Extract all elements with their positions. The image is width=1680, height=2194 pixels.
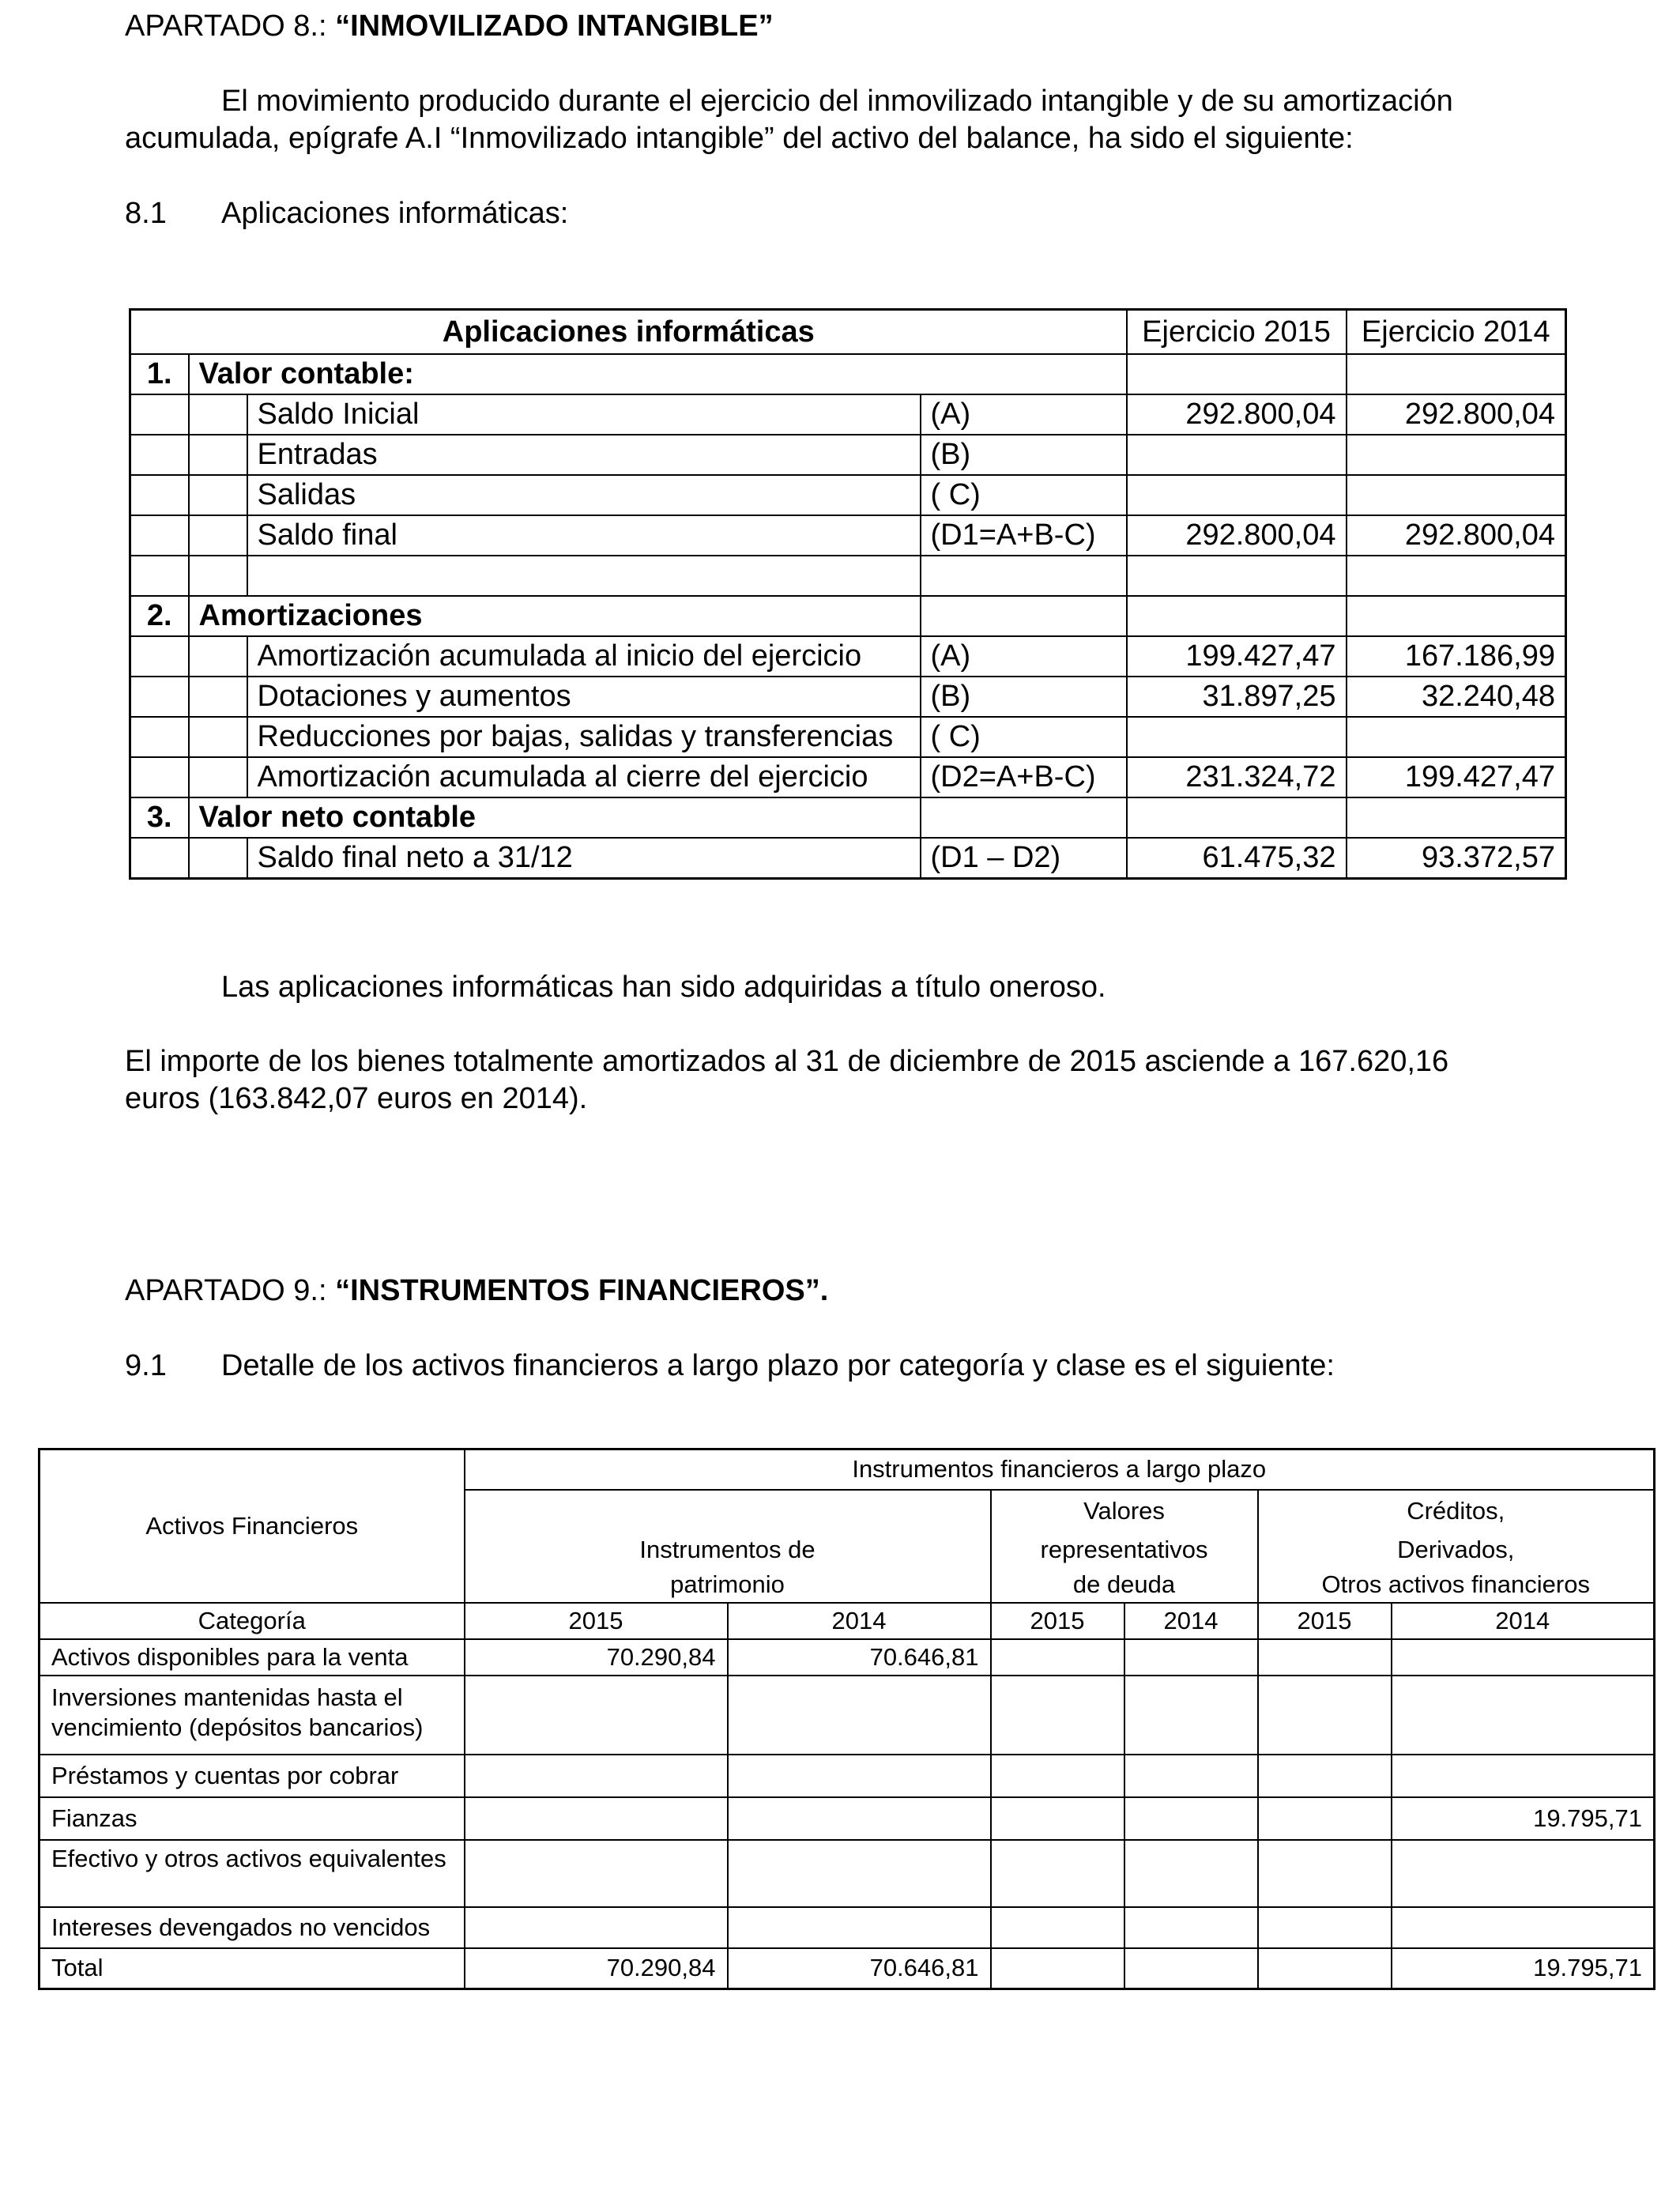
row-label: Amortizaciones bbox=[189, 596, 921, 636]
value-2015: 31.897,25 bbox=[1127, 677, 1347, 717]
value-2014 bbox=[1347, 435, 1566, 475]
cell-value bbox=[1124, 1676, 1258, 1755]
row-label: Saldo final neto a 31/12 bbox=[247, 838, 921, 879]
row-number bbox=[130, 717, 189, 757]
financial-assets-table bbox=[38, 1448, 1656, 1990]
category-label: Total bbox=[40, 1948, 465, 1989]
category-label: Préstamos y cuentas por cobrar bbox=[40, 1755, 465, 1797]
row-code: (B) bbox=[921, 435, 1127, 475]
row-label: Valor neto contable bbox=[189, 797, 921, 838]
indent-cell bbox=[189, 515, 247, 556]
row-label: Amortización acumulada al cierre del ejercicio bbox=[247, 757, 921, 797]
cell-value: 70.290,84 bbox=[465, 1639, 728, 1676]
subsection-8-1-title: Aplicaciones informáticas: bbox=[221, 197, 569, 230]
row-label: Salidas bbox=[247, 475, 921, 515]
table-row bbox=[130, 515, 1566, 556]
cell-value bbox=[1258, 1676, 1392, 1755]
row-number bbox=[130, 636, 189, 677]
value-2014 bbox=[1347, 556, 1566, 596]
cell-value bbox=[1124, 1948, 1258, 1989]
row-number bbox=[130, 677, 189, 717]
note-amortized-line-2: euros (163.842,07 euros en 2014). bbox=[125, 1082, 588, 1115]
row-number: 1. bbox=[130, 354, 189, 394]
value-2015: 292.800,04 bbox=[1127, 394, 1347, 435]
table-row-empty bbox=[130, 556, 1566, 596]
cell-value bbox=[1392, 1676, 1655, 1755]
year-header: 2014 bbox=[728, 1603, 991, 1639]
note-onerous-acquisition: Las aplicaciones informáticas han sido adquiridas a título oneroso. bbox=[221, 971, 1106, 1004]
table-row bbox=[130, 475, 1566, 515]
cell-value bbox=[991, 1797, 1124, 1840]
value-2015 bbox=[1127, 596, 1347, 636]
year-header: 2014 bbox=[1124, 1603, 1258, 1639]
row-number bbox=[130, 556, 189, 596]
cell-value bbox=[728, 1797, 991, 1840]
category-label: Intereses devengados no vencidos bbox=[40, 1907, 465, 1948]
year-header: 2014 bbox=[1392, 1603, 1655, 1639]
categoria-header: Categoría bbox=[40, 1603, 465, 1639]
section-9-title: “INSTRUMENTOS FINANCIEROS”. bbox=[335, 1274, 829, 1307]
row-label bbox=[247, 556, 921, 596]
indent-cell bbox=[189, 394, 247, 435]
row-number bbox=[130, 394, 189, 435]
category-label: Inversiones mantenidas hasta el vencimiento (depósitos bancarios) bbox=[40, 1676, 465, 1755]
cell-value bbox=[1124, 1797, 1258, 1840]
value-2014: 199.427,47 bbox=[1347, 757, 1566, 797]
cell-value bbox=[1124, 1840, 1258, 1907]
cell-value bbox=[991, 1840, 1124, 1907]
row-number bbox=[130, 515, 189, 556]
cell-value bbox=[1258, 1639, 1392, 1676]
table-row bbox=[130, 354, 1566, 394]
row-code: (B) bbox=[921, 677, 1127, 717]
value-2015: 61.475,32 bbox=[1127, 838, 1347, 879]
row-code bbox=[921, 596, 1127, 636]
table-row bbox=[130, 435, 1566, 475]
col-creditos-line-1: Créditos, bbox=[1258, 1490, 1655, 1532]
indent-cell bbox=[189, 677, 247, 717]
value-2015: 199.427,47 bbox=[1127, 636, 1347, 677]
row-code: (A) bbox=[921, 394, 1127, 435]
cell-value bbox=[991, 1639, 1124, 1676]
category-label: Fianzas bbox=[40, 1797, 465, 1840]
row-number bbox=[130, 757, 189, 797]
value-2014: 167.186,99 bbox=[1347, 636, 1566, 677]
table-header-row bbox=[130, 310, 1566, 355]
subsection-8-1-number: 8.1 bbox=[125, 197, 167, 230]
value-2014 bbox=[1347, 354, 1566, 394]
value-2014: 93.372,57 bbox=[1347, 838, 1566, 879]
col-valores-line-3: de deuda bbox=[1072, 1570, 1176, 1598]
table-row bbox=[130, 394, 1566, 435]
cell-value bbox=[1258, 1797, 1392, 1840]
cell-value bbox=[1258, 1840, 1392, 1907]
row-label: Entradas bbox=[247, 435, 921, 475]
indent-cell bbox=[189, 636, 247, 677]
table-row bbox=[130, 677, 1566, 717]
value-2015: 231.324,72 bbox=[1127, 757, 1347, 797]
section-9-prefix: APARTADO 9.: bbox=[125, 1274, 336, 1307]
cell-value bbox=[1124, 1639, 1258, 1676]
table-row bbox=[130, 838, 1566, 879]
col-patrimonio-header bbox=[465, 1532, 991, 1603]
row-number bbox=[130, 838, 189, 879]
category-label: Activos disponibles para la venta bbox=[40, 1639, 465, 1676]
value-2015 bbox=[1127, 354, 1347, 394]
table-row bbox=[130, 757, 1566, 797]
cell-value bbox=[728, 1907, 991, 1948]
category-label: Efectivo y otros activos equivalentes bbox=[40, 1840, 465, 1907]
col-patrimonio-line-1: Instrumentos de bbox=[639, 1535, 816, 1563]
cell-value: 70.290,84 bbox=[465, 1948, 728, 1989]
cell-value bbox=[465, 1797, 728, 1840]
table-row bbox=[40, 1639, 1655, 1676]
cell-value bbox=[465, 1755, 728, 1797]
row-code: (D2=A+B-C) bbox=[921, 757, 1127, 797]
cell-value: 19.795,71 bbox=[1392, 1797, 1655, 1840]
cell-value: 70.646,81 bbox=[728, 1948, 991, 1989]
note-amortized-line-1: El importe de los bienes totalmente amortizados al 31 de diciembre de 2015 asciende a 167.620,16 bbox=[125, 1045, 1449, 1078]
cell-value bbox=[1258, 1755, 1392, 1797]
row-code: ( C) bbox=[921, 475, 1127, 515]
group-header: Instrumentos financieros a largo plazo bbox=[465, 1449, 1655, 1490]
row-number bbox=[130, 435, 189, 475]
cell-value bbox=[465, 1840, 728, 1907]
cell-value bbox=[1392, 1840, 1655, 1907]
value-2015 bbox=[1127, 475, 1347, 515]
table-row bbox=[40, 1797, 1655, 1840]
cell-value bbox=[728, 1676, 991, 1755]
row-code: (D1 – D2) bbox=[921, 838, 1127, 879]
indent-cell bbox=[189, 757, 247, 797]
value-2015 bbox=[1127, 435, 1347, 475]
col-creditos-line-3: Otros activos financieros bbox=[1321, 1570, 1590, 1598]
year-header: 2015 bbox=[991, 1603, 1124, 1639]
row-code bbox=[921, 797, 1127, 838]
year-header: 2015 bbox=[465, 1603, 728, 1639]
cell-value bbox=[991, 1948, 1124, 1989]
intro-line-1: El movimiento producido durante el ejercicio del inmovilizado intangible y de su amortización bbox=[221, 85, 1453, 118]
section-9-heading bbox=[125, 1272, 828, 1310]
cell-value: 70.646,81 bbox=[728, 1639, 991, 1676]
table-row bbox=[130, 797, 1566, 838]
cell-value bbox=[465, 1676, 728, 1755]
year-header: 2015 bbox=[1258, 1603, 1392, 1639]
col-valores-header bbox=[991, 1532, 1258, 1603]
row-label: Valor contable: bbox=[189, 354, 1127, 394]
section-8-title: “INMOVILIZADO INTANGIBLE” bbox=[335, 9, 774, 43]
table-row bbox=[130, 596, 1566, 636]
row-label: Reducciones por bajas, salidas y transferencias bbox=[247, 717, 921, 757]
value-2014: 292.800,04 bbox=[1347, 394, 1566, 435]
cell-value bbox=[991, 1755, 1124, 1797]
indent-cell bbox=[189, 435, 247, 475]
value-2015 bbox=[1127, 556, 1347, 596]
row-code: (A) bbox=[921, 636, 1127, 677]
row-number: 2. bbox=[130, 596, 189, 636]
value-2015: 292.800,04 bbox=[1127, 515, 1347, 556]
cell-value: 19.795,71 bbox=[1392, 1948, 1655, 1989]
value-2014: 292.800,04 bbox=[1347, 515, 1566, 556]
cell-value bbox=[728, 1840, 991, 1907]
table-row bbox=[130, 717, 1566, 757]
value-2015 bbox=[1127, 797, 1347, 838]
total-row bbox=[40, 1948, 1655, 1989]
col-patrimonio-line-2: patrimonio bbox=[670, 1570, 785, 1598]
cell-value bbox=[1258, 1907, 1392, 1948]
cell-value bbox=[1392, 1755, 1655, 1797]
subsection-9-1-title: Detalle de los activos financieros a largo plazo por categoría y clase es el siguiente: bbox=[221, 1349, 1335, 1382]
intro-line-2: acumulada, epígrafe A.I “Inmovilizado intangible” del activo del balance, ha sido el siguiente: bbox=[125, 122, 1354, 155]
cell-value bbox=[991, 1907, 1124, 1948]
col-valores-line-1: Valores bbox=[991, 1490, 1258, 1532]
col-creditos-line-2: Derivados, bbox=[1397, 1535, 1515, 1563]
row-label: Dotaciones y aumentos bbox=[247, 677, 921, 717]
col-patrimonio-top bbox=[465, 1490, 991, 1532]
header-ejercicio-2015: Ejercicio 2015 bbox=[1127, 310, 1347, 355]
intangible-assets-table bbox=[129, 308, 1567, 880]
row-label: Saldo Inicial bbox=[247, 394, 921, 435]
year-header-row bbox=[40, 1603, 1655, 1639]
cell-value bbox=[465, 1907, 728, 1948]
value-2014 bbox=[1347, 475, 1566, 515]
cell-value bbox=[1258, 1948, 1392, 1989]
cell-value bbox=[1124, 1755, 1258, 1797]
header-ejercicio-2014: Ejercicio 2014 bbox=[1347, 310, 1566, 355]
header-aplicaciones: Aplicaciones informáticas bbox=[130, 310, 1127, 355]
col-creditos-header bbox=[1258, 1532, 1655, 1603]
group-header-row bbox=[40, 1449, 1655, 1490]
cell-value bbox=[991, 1676, 1124, 1755]
indent-cell bbox=[189, 717, 247, 757]
cell-value bbox=[1392, 1907, 1655, 1948]
table-row bbox=[130, 636, 1566, 677]
cell-value bbox=[1392, 1639, 1655, 1676]
table-row bbox=[40, 1755, 1655, 1797]
value-2014 bbox=[1347, 596, 1566, 636]
cell-value bbox=[728, 1755, 991, 1797]
corner-activos-financieros: Activos Financieros bbox=[40, 1449, 465, 1603]
indent-cell bbox=[189, 838, 247, 879]
row-number bbox=[130, 475, 189, 515]
subsection-9-1-number: 9.1 bbox=[125, 1349, 167, 1382]
section-8-heading bbox=[125, 8, 774, 45]
row-label: Saldo final bbox=[247, 515, 921, 556]
row-code bbox=[921, 556, 1127, 596]
value-2014 bbox=[1347, 797, 1566, 838]
value-2015 bbox=[1127, 717, 1347, 757]
row-code: ( C) bbox=[921, 717, 1127, 757]
section-8-prefix: APARTADO 8.: bbox=[125, 9, 336, 43]
row-label: Amortización acumulada al inicio del ejercicio bbox=[247, 636, 921, 677]
row-code: (D1=A+B-C) bbox=[921, 515, 1127, 556]
table-row bbox=[40, 1907, 1655, 1948]
cell-value bbox=[1124, 1907, 1258, 1948]
value-2014 bbox=[1347, 717, 1566, 757]
indent-cell bbox=[189, 475, 247, 515]
indent-cell bbox=[189, 556, 247, 596]
table-row bbox=[40, 1676, 1655, 1755]
row-number: 3. bbox=[130, 797, 189, 838]
value-2014: 32.240,48 bbox=[1347, 677, 1566, 717]
table-row bbox=[40, 1840, 1655, 1907]
col-valores-line-2: representativos bbox=[1040, 1535, 1208, 1563]
